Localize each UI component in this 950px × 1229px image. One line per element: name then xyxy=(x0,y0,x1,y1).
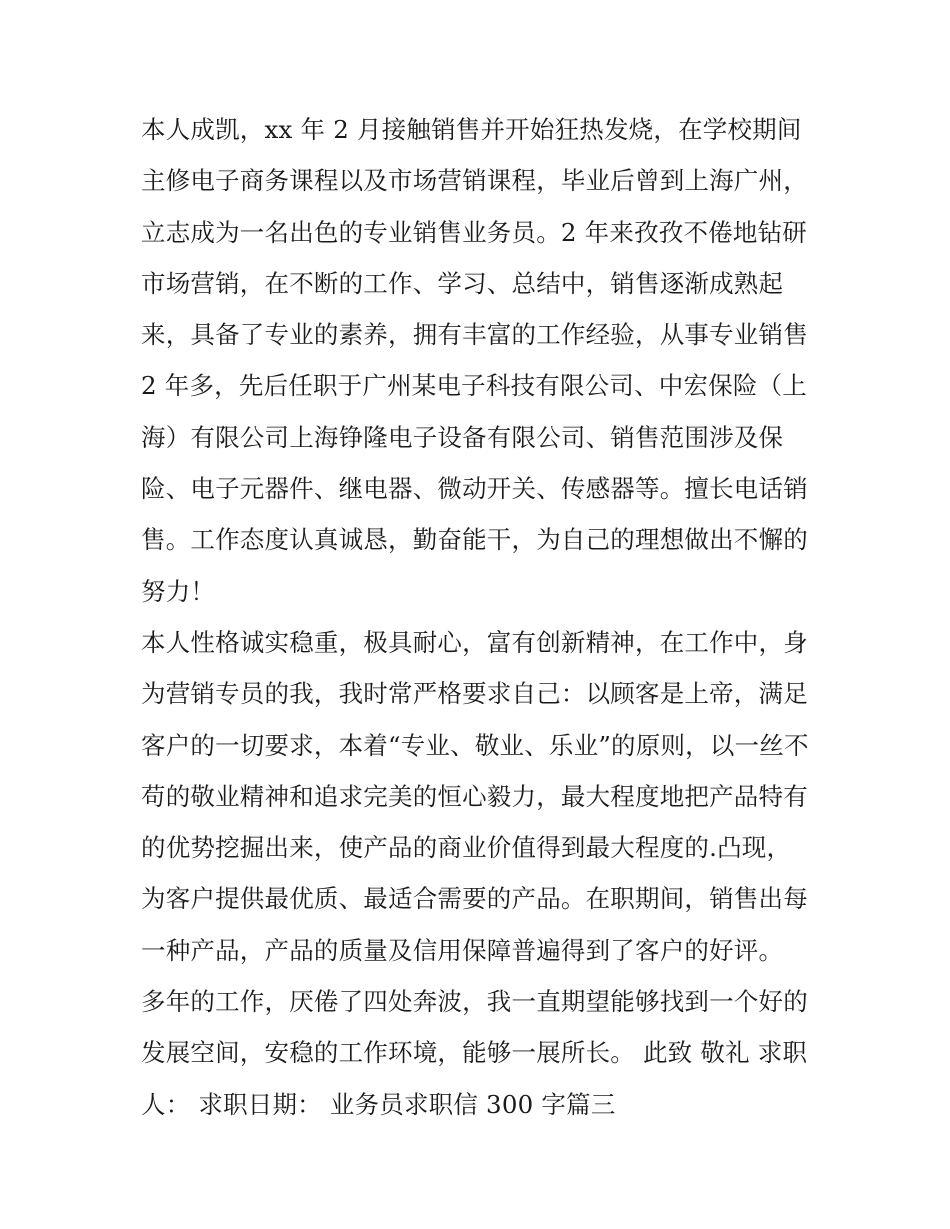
text-line: 多年的工作，厌倦了四处奔波，我一直期望能够找到一个好的 xyxy=(141,987,808,1017)
text-line: 为客户提供最优质、最适合需要的产品。在职期间，销售出每 xyxy=(141,884,808,914)
text-line: 人： 求职日期： 业务员求职信 300 字篇三 xyxy=(141,1089,616,1119)
text-line: 市场营销，在不断的工作、学习、总结中，销售逐渐成熟起 xyxy=(141,268,784,298)
text-line: 来，具备了专业的素养，拥有丰富的工作经验，从事专业销售 xyxy=(141,320,808,350)
text-line: 售。工作态度认真诚恳，勤奋能干，为自己的理想做出不懈的 xyxy=(141,525,808,555)
text-line: 努力！ xyxy=(141,576,216,606)
text-line: 主修电子商务课程以及市场营销课程，毕业后曾到上海广州， xyxy=(141,166,808,196)
text-line: 立志成为一名出色的专业销售业务员。2 年来孜孜不倦地钻研 xyxy=(141,217,807,247)
text-line: 发展空间，安稳的工作环境，能够一展所长。 此致 敬礼 求职 xyxy=(141,1038,808,1068)
text-line: 的优势挖掘出来，使产品的商业价值得到最大程度的.凸现， xyxy=(141,833,792,863)
text-line: 客户的一切要求，本着“专业、敬业、乐业”的原则，以一丝不 xyxy=(141,730,809,760)
text-line: 本人成凯，xx 年 2 月接触销售并开始狂热发烧，在学校期间 xyxy=(141,115,802,144)
text-line: 2 年多，先后任职于广州某电子科技有限公司、中宏保险（上 xyxy=(141,371,807,401)
text-line: 为营销专员的我，我时常严格要求自己：以顾客是上帝，满足 xyxy=(141,679,808,709)
text-line: 海）有限公司上海铮隆电子设备有限公司、销售范围涉及保 xyxy=(141,422,784,452)
document-body xyxy=(141,108,821,1134)
text-line: 一种产品，产品的质量及信用保障普遍得到了客户的好评。 xyxy=(141,935,784,965)
text-line: 苟的敬业精神和追求完美的恒心毅力，最大程度地把产品特有 xyxy=(141,781,808,811)
text-line: 险、电子元器件、继电器、微动开关、传感器等。擅长电话销 xyxy=(141,474,808,504)
text-line: 本人性格诚实稳重，极具耐心，富有创新精神，在工作中，身 xyxy=(141,627,808,657)
